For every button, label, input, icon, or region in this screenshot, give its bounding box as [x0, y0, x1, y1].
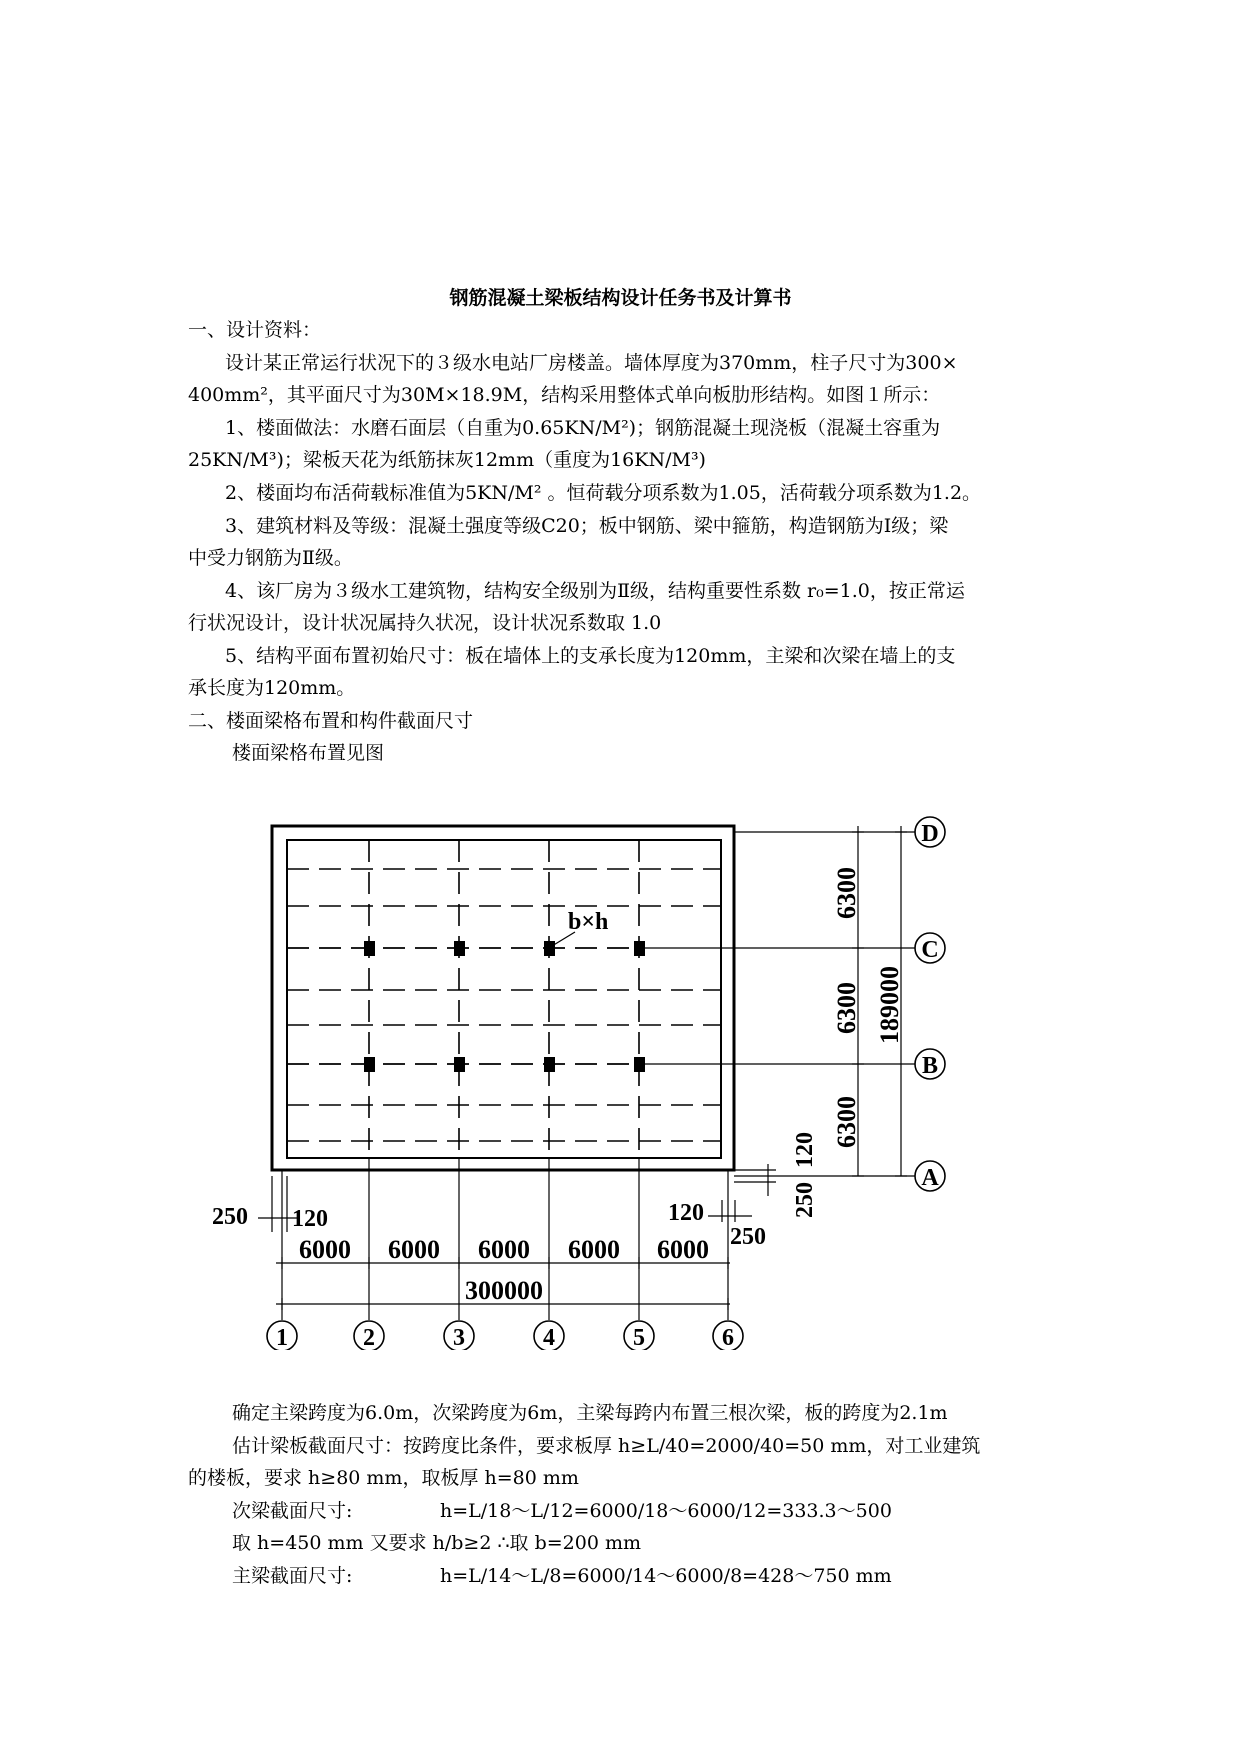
bay-label-3: 6000 — [478, 1235, 530, 1264]
section2-sub: 楼面梁格布置见图 — [232, 742, 385, 764]
axis-label-5: 5 — [633, 1325, 645, 1350]
item1-line-a: 1、楼面做法：水磨石面层（自重为0.65KN/M²)；钢筋混凝土现浇板（混凝土容重为 — [225, 417, 941, 439]
bay-label-2: 6000 — [388, 1235, 440, 1264]
outer-wall — [272, 826, 734, 1170]
item1-line-b: 25KN/M³)；梁板天花为纸筋抹灰12mm（重度为16KN/M³) — [188, 449, 706, 471]
floor-layout-figure — [0, 790, 1241, 1350]
secondary-beams — [287, 869, 721, 1141]
main-beams — [287, 948, 640, 1064]
wall-dim-left-120: 120 — [292, 1206, 328, 1232]
total-x-label: 300000 — [465, 1276, 543, 1305]
axis-label-b: B — [921, 1053, 939, 1079]
axis-label-1: 1 — [276, 1325, 288, 1350]
wall-dim-left-250: 250 — [212, 1204, 248, 1230]
item3-line-b: 中受力钢筋为Ⅱ级。 — [188, 547, 353, 569]
columns — [364, 941, 645, 1072]
total-y-label: 189000 — [875, 966, 904, 1044]
section2-heading: 二、楼面梁格布置和构件截面尺寸 — [188, 710, 474, 732]
section1-heading: 一、设计资料： — [188, 319, 322, 341]
calc-p3-label: 次梁截面尺寸: — [232, 1500, 353, 1522]
item4-line-b: 行状况设计，设计状况属持久状况，设计状况系数取 1.0 — [188, 612, 662, 634]
intro-line-b: 400mm²，其平面尺寸为30M×18.9M，结构采用整体式单向板肋形结构。如图１所示： — [188, 384, 941, 406]
calc-p4: 取 h=450 mm 又要求 h/b≥2 ∴取 b=200 mm — [232, 1532, 642, 1554]
bay-label-5: 6000 — [657, 1235, 709, 1264]
inner-wall — [287, 840, 721, 1158]
axis-label-c: C — [921, 937, 939, 963]
calc-p1: 确定主梁跨度为6.0m，次梁跨度为6m，主梁每跨内布置三根次梁，板的跨度为2.1m — [232, 1402, 948, 1424]
wall-dim-right-250: 250 — [730, 1224, 766, 1250]
axis-label-a: A — [921, 1165, 939, 1191]
calc-p3-value: h=L/18～L/12=6000/18～6000/12=333.3～500 — [440, 1500, 892, 1522]
calc-p2-a: 估计梁板截面尺寸：按跨度比条件，要求板厚 h≥L/40=2000/40=50 mm，对工业建筑 — [232, 1435, 981, 1457]
bay-label-4: 6000 — [568, 1235, 620, 1264]
wall-dim-right-vertical: 250 — [792, 1182, 818, 1218]
axis-label-6: 6 — [722, 1325, 734, 1350]
calc-p5-label: 主梁截面尺寸: — [232, 1565, 353, 1587]
item2-line: 2、楼面均布活荷载标准值为5KN/M² 。恒荷载分项系数为1.05，活荷载分项系数为1.2。 — [225, 482, 982, 504]
axis-bubbles-y — [915, 817, 945, 1191]
axis-bubbles-x — [267, 1321, 743, 1350]
item5-line-b: 承长度为120mm。 — [188, 677, 356, 699]
item3-line-a: 3、建筑材料及等级：混凝土强度等级C20；板中钢筋、梁中箍筋，构造钢筋为Ⅰ级；梁 — [225, 515, 949, 537]
axis-label-2: 2 — [363, 1325, 375, 1350]
axis-label-4: 4 — [543, 1325, 555, 1350]
calc-p2-b: 的楼板，要求 h≥80 mm，取板厚 h=80 mm — [188, 1467, 579, 1489]
column-size-label: b×h — [568, 909, 609, 935]
axis-label-3: 3 — [453, 1325, 465, 1350]
bay-label-1: 6000 — [299, 1235, 351, 1264]
span-label-cb: 6300 — [832, 982, 861, 1034]
span-label-dc: 6300 — [832, 867, 861, 919]
span-label-ba: 6300 — [832, 1096, 861, 1148]
page-title: 钢筋混凝土梁板结构设计任务书及计算书 — [449, 287, 792, 309]
wall-dim-right-120: 120 — [668, 1200, 704, 1226]
axis-label-d: D — [921, 821, 939, 847]
calc-p5-value: h=L/14～L/8=6000/14～6000/8=428～750 mm — [440, 1565, 892, 1587]
item4-line-a: 4、该厂房为３级水工建筑物，结构安全级别为Ⅱ级，结构重要性系数 r₀=1.0，按正常运 — [225, 580, 965, 602]
item5-line-a: 5、结构平面布置初始尺寸：板在墙体上的支承长度为120mm，主梁和次梁在墙上的支 — [225, 645, 956, 667]
column-grid-lines — [369, 840, 639, 1158]
wall-dim-right-vertical-120: 120 — [792, 1132, 818, 1168]
intro-line-a: 设计某正常运行状况下的３级水电站厂房楼盖。墙体厚度为370mm，柱子尺寸为300× — [225, 352, 958, 374]
